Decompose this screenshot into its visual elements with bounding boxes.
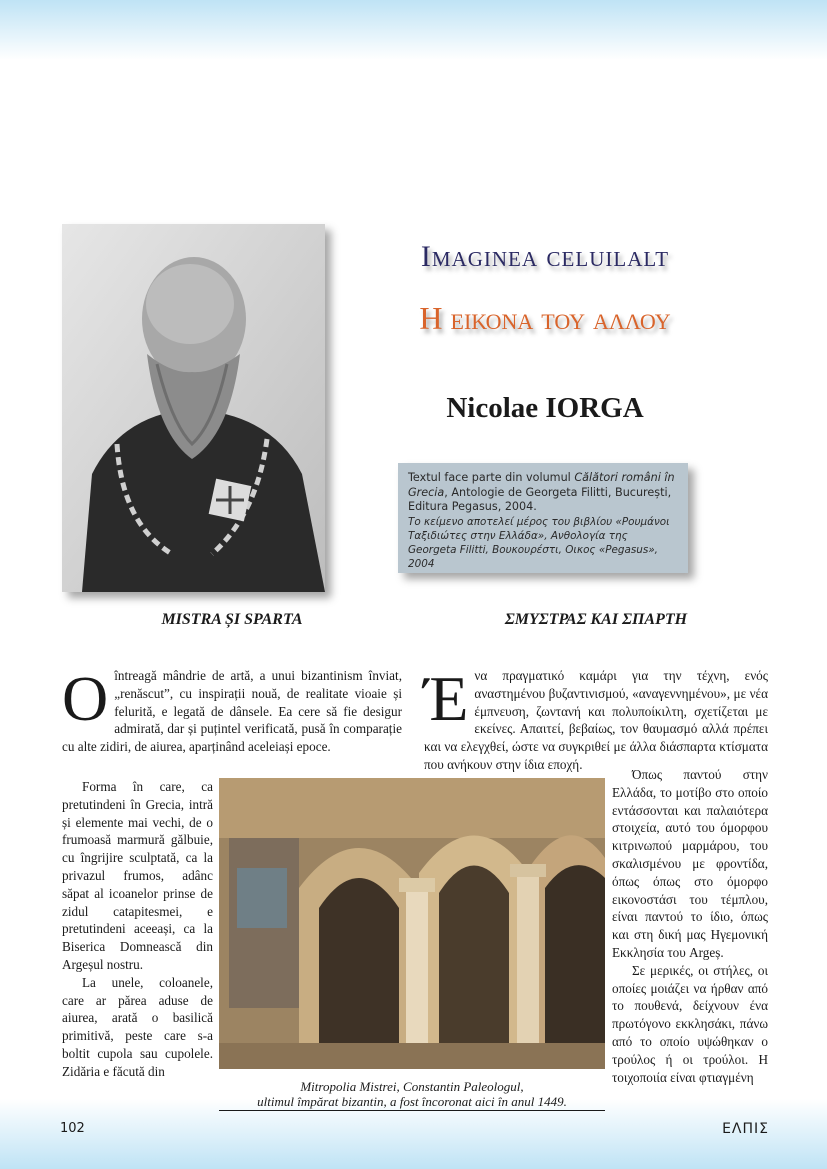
title-romanian: Imaginea celuilalt <box>420 240 670 273</box>
romanian-paragraph-2: Forma în care, ca pretutindeni în Grecia, intră și elemente mai vechi, de o frumoasă marmură gălbuie, cu îngrijire sculptată, ca la privazul frumos, adânc săpat al icoanelor prinse de zidul catapitesmei, e pretutindeni aceeași, ca la Biserica Domnească din Argeșul nostru. <box>62 779 213 972</box>
romanian-column-narrow <box>62 778 213 1081</box>
romanian-column-top <box>62 663 402 756</box>
source-note-box <box>398 463 688 573</box>
author-portrait <box>62 224 325 592</box>
romanian-dropcap: O <box>62 663 109 734</box>
romanian-paragraph-1 <box>62 663 402 756</box>
greek-paragraph-1 <box>424 663 768 774</box>
romanian-paragraph-1-text: întreagă mândrie de artă, a unui bizantinism înviat, „renăscut”, cu inspirații nouă, de realitate vioaie și felurită, e legată de dânsele. Ea cere să fie desigur admirată, dar și puțintel verificată, pusă în comparație cu alte zidiri, de aiurea, aparținând aceleiași epoce. <box>62 668 402 755</box>
greek-column-narrow <box>612 766 768 1086</box>
journal-name: ΕΛΠΙΣ <box>722 1121 769 1137</box>
title-greek: Η εικονα του αλλου <box>419 300 671 336</box>
greek-column-top <box>424 663 768 774</box>
top-gradient-band <box>0 0 827 60</box>
source-note-book-title: Călători români în Grecia <box>408 471 675 499</box>
greek-paragraph-1-text: να πραγματικό καμάρι για την τέχνη, ενός αναστημένου βυζαντινισμού, «αναγεννημένου», με νέα έμπνευση, ζωντανή και πολυποίκιλτη, σχετίζεται με εκείνες. Απαιτεί, βεβαίως, τον θαυμασμό αλλά πρέπει και να ελεγχθεί, ώστε να συγκριθεί με άλλα διάσπαρτα κτίσματα που ανήκουν στην ίδια εποχή. <box>424 668 768 772</box>
greek-paragraph-3: Σε μερικές, οι στήλες, οι οποίες μοιάζει να ήρθαν από το πουθενά, δείχνουν ένα πρωτόγονο εκκλησάκι, πάνω από το οποίο υψώθηκαν ο τρούλος ή οι τρούλοι. Η τοιχοποιία είναι φτιαγμένη <box>612 962 768 1085</box>
page-number: 102 <box>60 1121 85 1136</box>
photo-caption-line-1: Mitropolia Mistrei, Constantin Paleologul, <box>300 1079 524 1094</box>
greek-dropcap: Έ <box>424 663 469 734</box>
section-heading-romanian: MISTRA ȘI SPARTA <box>161 611 303 628</box>
church-interior-photo <box>219 778 605 1069</box>
source-note-greek: Το κείμενο αποτελεί μέρος του βιβλίου «Ρουμάνοι Ταξιδιώτες στην Ελλάδα», Ανθολογία της Georgeta Filitti, Βουκουρέστι, Οικος «Pegasus», 2004 <box>408 515 670 570</box>
section-heading-greek: ΣΜΥΣΤΡΑΣ ΚΑΙ ΣΠΑΡΤΗ <box>504 611 688 628</box>
romanian-paragraph-3: La unele, coloanele, care ar părea aduse de aiurea, arată o basilică primitivă, peste care s-a boltit cupola sau cupolele. Zidăria e făcută din <box>62 974 213 1079</box>
source-note-ro-suffix: , Antologie de Georgeta Filitti, București, Editura Pegasus, 2004. <box>408 485 672 513</box>
author-name: Nicolae IORGA <box>446 392 644 424</box>
photo-caption-line-2: ultimul împărat bizantin, a fost încoronat aici în anul 1449. <box>257 1094 567 1109</box>
photo-caption <box>219 1079 605 1111</box>
source-note-ro-prefix: Textul face parte din volumul <box>408 471 575 484</box>
greek-paragraph-2: Όπως παντού στην Ελλάδα, το μοτίβο στο οποίο εντάσσονται και παλαιότερα στοιχεία, αυτό του όμορφου κιτρινωπού μαρμάρου, του σκαλισμένου με φροντίδα, όπως όπως στο όμορφο εικονοστάσι του τέμπλου, είναι παντού το ίδιο, όπως και στη δική μας Ηγεμονική Εκκλησία του Argeș. <box>612 767 768 960</box>
